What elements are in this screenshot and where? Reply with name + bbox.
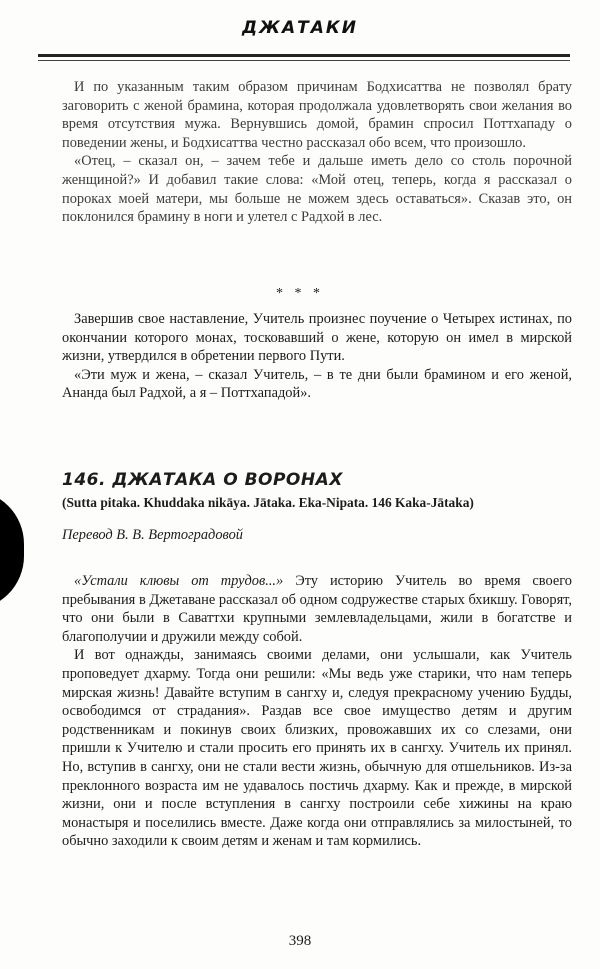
lead-verse: «Устали клювы от трудов...»: [74, 573, 284, 589]
header-rule-thin: [38, 60, 570, 61]
paragraph-text: Эту историю Учитель во время своего пребывания в Джетаване рассказал об одном содружестве старых бхикшу. Говорят, что они были в Саваттхи крупными землевладельцами, жили в богатстве и благополучии и дружили между собой.: [62, 573, 572, 645]
running-head: ДЖАТАКИ: [242, 18, 358, 38]
paragraph: И вот однажды, занимаясь своими делами, они услышали, как Учитель проповедует дхарму. Тогда они решили: «Мы ведь уже старики, что нам теперь мирская жизнь! Давайте вступим в сангху и, следуя прекрасному учению Будды, освободимся от страдания». Раздав все свое имущество детям и другим родственникам и покинув своих близких, провожавших их со слезами, они пришли к Учителю и стали просить его принять их в сангху. Учитель их принял. Но, вступив в сангху, они не стали вести жизнь, обычную для отшельников. Из-за преклонного возраста им не удавалось постичь дхарму. Как и прежде, в мирской жизни, они и после вступления в сангху построили себе хижины на краю монастыря и поселились вместе. Даже когда они отправлялись за милостыней, то обычно заходили к своим детям и женам и там кормились.: [62, 647, 572, 850]
header-rule-thick: [38, 54, 570, 57]
paragraph: Завершив свое наставление, Учитель произнес поучение о Четырех истинах, по окончании которого монах, тосковавший о жене, которую он имел в мирской жизни, утвердился в обретении первого Пути.: [62, 311, 572, 365]
section-separator: * * *: [276, 286, 324, 301]
chapter-translator: Перевод В. В. Вертоградовой: [62, 527, 243, 543]
chapter-source: (Sutta pitaka. Khuddaka nikāya. Jātaka. Eka-Nipata. 146 Kaka-Jātaka): [62, 495, 474, 510]
story-body: [62, 572, 572, 851]
scan-edge-shadow: [0, 490, 24, 610]
page-number: 398: [288, 933, 312, 949]
story-conclusion: [62, 310, 572, 403]
paragraph: «Эти муж и жена, – сказал Учитель, – в те дни были брамином и его женой, Ананда был Радхой, а я – Поттхападой».: [62, 366, 572, 402]
chapter-title: 146. ДЖАТАКА О ВОРОНАХ: [62, 470, 343, 490]
paragraph: И по указанным таким образом причинам Бодхисаттва не позволял брату заговорить с женой брамина, которая продолжала удовлетворять свои желания во время отсутствия мужа. Вернувшись домой, брамин спросил Поттхападу о поведении жены, и Бодхисаттва честно рассказал обо всем, что произошло.: [62, 79, 572, 151]
previous-story-ending: [62, 78, 572, 227]
paragraph: [62, 572, 572, 646]
paragraph: «Отец, – сказал он, – зачем тебе и дальше иметь дело со столь порочной женщиной?» И добавил такие слова: «Мой отец, теперь, когда я рассказал о пороках моей матери, мы больше не можем здесь оставаться». Сказав это, он поклонился брамину в ноги и улетел с Радхой в лес.: [62, 153, 572, 226]
